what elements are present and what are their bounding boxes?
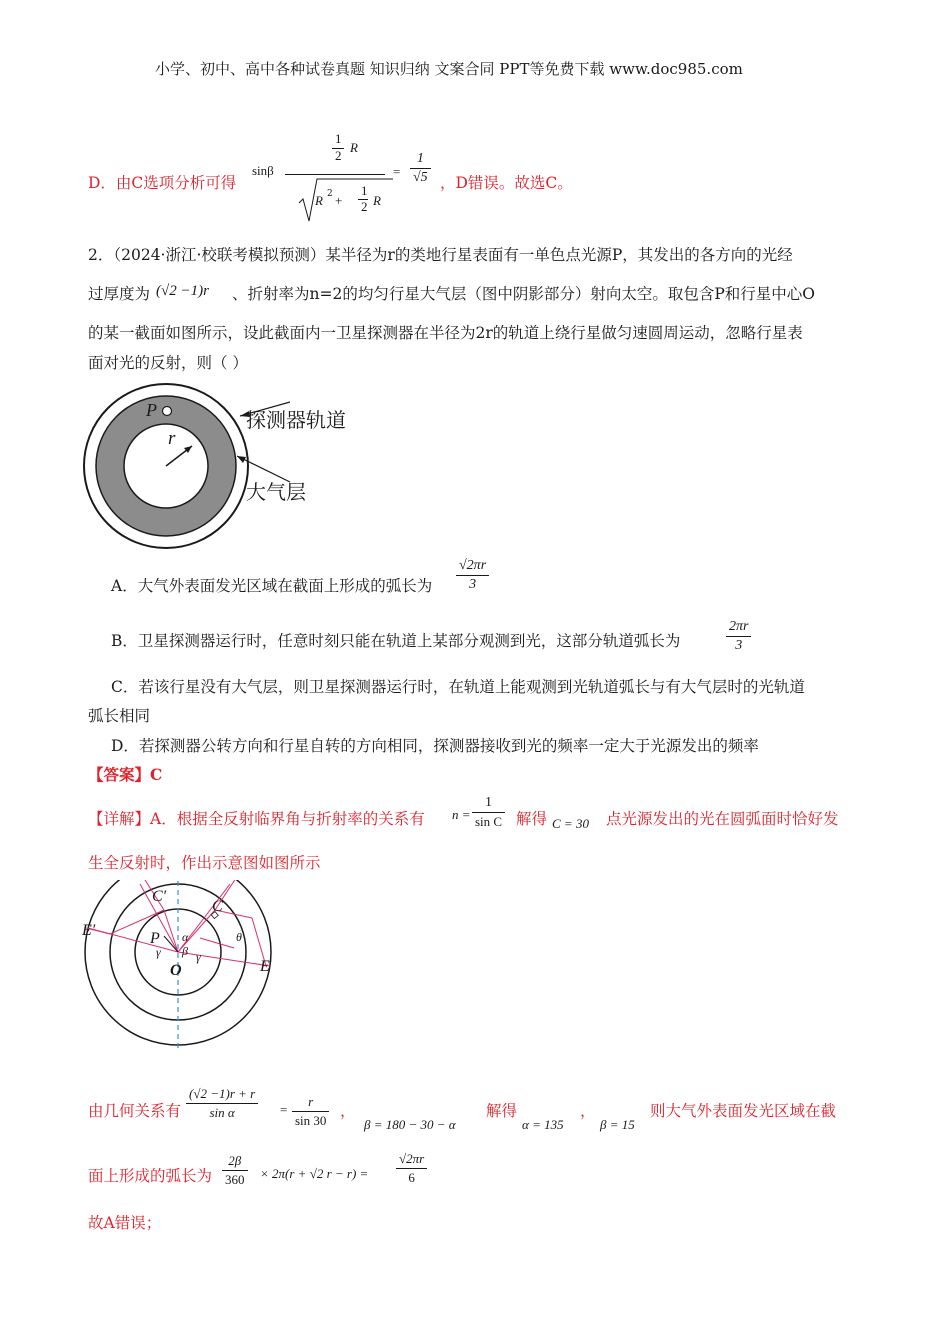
geometry-eq: = [280,1102,288,1117]
arc-den: 360 [225,1172,245,1187]
geometry-comma-2: ， [580,1102,596,1120]
option-a-text: A．大气外表面发光区域在截面上形成的弧长为 [111,577,433,595]
sin-beta-label: sinβ [252,163,274,178]
geometry-comma: ， [340,1102,356,1120]
explain-n-fraction [472,794,505,831]
fig2-label-beta: β [182,944,188,958]
prev-formula-sinbeta [252,160,274,179]
option-a-fraction [456,557,489,594]
prev-option-d-lead: D．由C选项分析可得 [88,174,237,192]
fig2-label-E-prime: E′ [82,922,96,939]
fig2-label-gamma-right: γ [196,950,201,964]
thickness-expr: (√2 −1)r [156,283,209,299]
option-d-text: D．若探测器公转方向和行星自转的方向相同，探测器接收到光的频率一定大于光源发出的频率 [111,737,759,755]
explain-mid: 解得 [516,810,548,828]
geometry-beta-eq: β = 180 − 30 − α [364,1117,456,1132]
num-R: R [350,140,358,155]
arc-fraction [222,1152,248,1189]
geometry-tail: 则大气外表面发光区域在截 [650,1102,837,1120]
geometry-rhs-num: r [292,1093,329,1112]
fig2-label-C-prime: C′ [152,888,167,905]
prev-option-d-tail: ，D错误。故选C。 [440,174,573,192]
fig1-label-P: P [146,400,157,420]
conclusion: 故A错误； [88,1214,162,1232]
question-line-2a: 过厚度为 [88,285,151,303]
arc-mid: × 2π(r + √2 r − r) = [260,1166,369,1181]
fig1-label-orbit: 探测器轨道 [246,408,346,432]
explain-line-2: 生全反射时，作出示意图如图所示 [88,854,321,872]
den-inner-R: R [373,193,381,208]
geometry-lhs-num: (√2 −1)r + r [186,1085,258,1104]
equals-sign: = [393,164,401,179]
geometry-rhs-den: sin 30 [295,1113,327,1128]
fig2-label-alpha: α [182,930,189,944]
den-R2: R [315,193,323,208]
fig2-label-C: C [212,898,223,915]
question-line-2b: 、折射率为n=2的均匀行星大气层（图中阴影部分）射向太空。取包含P和行星中心O [232,285,815,303]
explain-n-num: 1 [472,794,505,813]
geometry-rhs-fraction [292,1093,329,1130]
main-frac-bar [285,174,385,175]
frac-one-over-sqrt5 [410,150,431,187]
geometry-lead: 由几何关系有 [88,1102,182,1120]
option-c-line-2: 弧长相同 [88,707,151,725]
den-inner-one: 1 [361,183,368,198]
option-b-num: 2πr [726,618,751,637]
question-line-3: 的某一截面如图所示，设此截面内一卫星探测器在半径为2r的轨道上绕行星做匀速圆周运动，忽略行星表 [88,324,803,342]
explain-lead: 【详解】A．根据全反射临界角与折射率的关系有 [88,810,425,828]
option-b-den: 3 [735,638,743,653]
radical-sign [297,177,397,223]
geometry-lhs-fraction [186,1085,258,1122]
geometry-alpha-val: α = 135 [522,1117,564,1132]
option-b-text: B．卫星探测器运行时，任意时刻只能在轨道上某部分观测到光，这部分轨道弧长为 [111,632,681,650]
geometry-lhs-den: sin α [209,1105,235,1120]
option-a-num: √2πr [456,557,489,576]
page-header: 小学、初中、高中各种试卷真题 知识归纳 文案合同 PPT等免费下载 www.doc985.com [155,60,743,78]
fig2-label-E: E [260,958,270,975]
num-half-one: 1 [335,131,342,146]
arc-num: 2β [222,1152,248,1171]
prev-fraction-block [285,131,385,221]
fig2-label-theta: θ [236,930,242,944]
arc-result-den: 6 [408,1170,415,1185]
question-line-4: 面对光的反射，则（ ） [88,354,248,372]
arc-result-num: √2πr [396,1150,427,1169]
question-line-1: 2．（2024·浙江·校联考模拟预测）某半径为r的类地行星表面有一单色点光源P，其发出的各方向的光经 [88,246,793,264]
frac-num: 1 [410,150,431,169]
fig1-label-r: r [168,428,176,449]
fig2-label-gamma-left: γ [156,945,161,959]
arc-result-fraction [396,1150,427,1187]
den-sup2: 2 [327,189,333,199]
answer-label: 【答案】C [88,765,163,784]
fig2-label-O: O [170,962,182,979]
geometry-solve: 解得 [486,1102,518,1120]
explain-n-den: sin C [475,814,503,829]
geometry-beta-val: β = 15 [600,1117,635,1132]
option-c-line-1: C．若该行星没有大气层，则卫星探测器运行时，在轨道上能观测到光轨道弧长与有大气层时的光轨道 [111,678,805,696]
arc-lead: 面上形成的弧长为 [88,1167,213,1185]
num-half-two: 2 [335,148,342,163]
explain-n-eq: n = [452,807,471,822]
explain-C-eq: C = 30 [552,816,589,831]
den-inner-two: 2 [361,199,368,214]
explain-tail: 点光源发出的光在圆弧面时恰好发 [606,810,839,828]
den-plus: + [335,193,343,208]
fig2-label-P: P [150,930,160,947]
option-a-den: 3 [469,577,477,592]
frac-den: √5 [413,170,428,185]
fig1-label-atmosphere: 大气层 [246,480,306,504]
option-b-fraction [726,618,751,655]
